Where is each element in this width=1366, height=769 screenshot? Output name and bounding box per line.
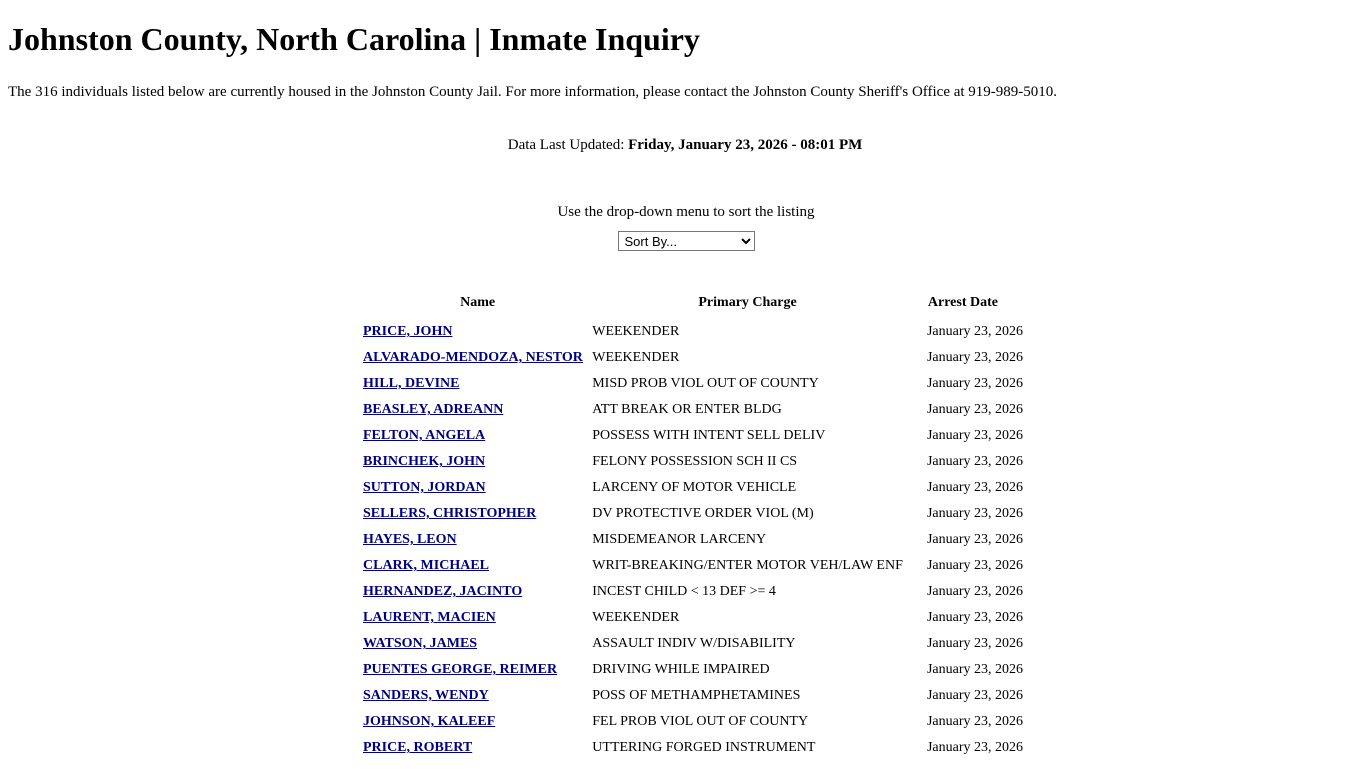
cell-inmate-name	[363, 397, 592, 423]
cell-inmate-name	[363, 475, 592, 501]
inmate-name-link[interactable]: LAURENT, MACIEN	[363, 610, 496, 626]
cell-arrest-date: January 23, 2026	[926, 740, 1023, 756]
last-updated-value: Friday, January 23, 2026 - 08:01 PM	[628, 137, 863, 154]
inmate-name-link[interactable]: PUENTES GEORGE, REIMER	[363, 662, 558, 678]
cell-arrest-date: January 23, 2026	[926, 376, 1023, 392]
cell-primary-charge: DRIVING WHILE IMPAIRED	[592, 662, 770, 678]
inmate-name-link[interactable]: WATSON, JAMES	[363, 636, 478, 652]
inmate-name-link[interactable]: HAYES, LEON	[363, 532, 457, 548]
cell-primary-charge: POSSESS WITH INTENT SELL DELIV	[592, 428, 826, 444]
table-row	[363, 449, 1023, 475]
cell-primary-charge: INCEST CHILD < 13 DEF >= 4	[592, 584, 776, 600]
last-updated-line	[8, 137, 1358, 154]
table-row	[363, 475, 1023, 501]
inmate-name-link[interactable]: BEASLEY, ADREANN	[363, 402, 504, 418]
cell-inmate-name	[363, 683, 592, 709]
cell-inmate-name	[363, 501, 592, 527]
table-row	[363, 501, 1023, 527]
last-updated-label: Data Last Updated:	[507, 137, 629, 154]
cell-arrest-date: January 23, 2026	[926, 506, 1023, 522]
cell-inmate-name	[363, 553, 592, 579]
inmate-name-link[interactable]: PRICE, ROBERT	[363, 740, 473, 756]
cell-inmate-name	[363, 371, 592, 397]
sort-select-container	[8, 231, 1358, 251]
cell-inmate-name	[363, 423, 592, 449]
cell-arrest-date: January 23, 2026	[926, 532, 1023, 548]
cell-arrest-date: January 23, 2026	[926, 610, 1023, 626]
inmate-name-link[interactable]: HILL, DEVINE	[363, 376, 460, 392]
table-row	[363, 423, 1023, 449]
inmate-name-link[interactable]: SELLERS, CHRISTOPHER	[363, 506, 537, 522]
cell-inmate-name	[363, 449, 592, 475]
cell-inmate-name	[363, 709, 592, 735]
table-head	[363, 295, 1023, 319]
cell-primary-charge: MISDEMEANOR LARCENY	[592, 532, 767, 548]
cell-inmate-name	[363, 345, 592, 371]
cell-inmate-name	[363, 657, 592, 683]
column-header-arrest-date: Arrest Date	[927, 295, 998, 311]
cell-inmate-name	[363, 527, 592, 553]
cell-inmate-name	[363, 631, 592, 657]
table-row	[363, 319, 1023, 345]
column-header-name: Name	[460, 295, 496, 311]
cell-primary-charge: ASSAULT INDIV W/DISABILITY	[592, 636, 796, 652]
inmate-name-link[interactable]: PRICE, JOHN	[363, 324, 453, 340]
inmate-name-link[interactable]: BRINCHEK, JOHN	[363, 454, 486, 470]
table-row	[363, 397, 1023, 423]
cell-arrest-date: January 23, 2026	[926, 428, 1023, 444]
inmate-name-link[interactable]: FELTON, ANGELA	[363, 428, 486, 444]
cell-inmate-name	[363, 579, 592, 605]
cell-arrest-date: January 23, 2026	[926, 480, 1023, 496]
cell-inmate-name	[363, 735, 592, 761]
table-row	[363, 605, 1023, 631]
cell-arrest-date: January 23, 2026	[926, 584, 1023, 600]
cell-primary-charge: MISD PROB VIOL OUT OF COUNTY	[592, 376, 819, 392]
inmate-name-link[interactable]: SANDERS, WENDY	[363, 688, 489, 704]
cell-arrest-date: January 23, 2026	[926, 714, 1023, 730]
cell-arrest-date: January 23, 2026	[926, 662, 1023, 678]
table-row	[363, 683, 1023, 709]
cell-primary-charge: WEEKENDER	[592, 324, 680, 340]
table-row	[363, 553, 1023, 579]
intro-paragraph: The 316 individuals listed below are currently housed in the Johnston County Jail. For more information, please contact the Johnston County Sheriff's Office at 919-989-5010.	[8, 84, 1058, 101]
table-row	[363, 579, 1023, 605]
cell-primary-charge: DV PROTECTIVE ORDER VIOL (M)	[592, 506, 814, 522]
table-body	[363, 319, 1023, 761]
cell-primary-charge: FELONY POSSESSION SCH II CS	[592, 454, 798, 470]
cell-primary-charge: POSS OF METHAMPHETAMINES	[592, 688, 801, 704]
inmate-name-link[interactable]: ALVARADO-MENDOZA, NESTOR	[363, 350, 583, 366]
table-row	[363, 631, 1023, 657]
cell-arrest-date: January 23, 2026	[926, 402, 1023, 418]
cell-inmate-name	[363, 319, 592, 345]
sort-by-select[interactable]	[618, 231, 755, 251]
table-header-row	[363, 295, 1023, 319]
cell-primary-charge: ATT BREAK OR ENTER BLDG	[592, 402, 782, 418]
table-row	[363, 345, 1023, 371]
cell-arrest-date: January 23, 2026	[926, 350, 1023, 366]
cell-arrest-date: January 23, 2026	[926, 454, 1023, 470]
inmate-name-link[interactable]: JOHNSON, KALEEF	[363, 714, 496, 730]
cell-primary-charge: WEEKENDER	[592, 610, 680, 626]
cell-primary-charge: UTTERING FORGED INSTRUMENT	[592, 740, 816, 756]
column-header-primary-charge: Primary Charge	[698, 295, 797, 311]
cell-primary-charge: LARCENY OF MOTOR VEHICLE	[592, 480, 797, 496]
cell-primary-charge: WEEKENDER	[592, 350, 680, 366]
table-row	[363, 527, 1023, 553]
cell-inmate-name	[363, 605, 592, 631]
sort-instruction: Use the drop-down menu to sort the listing	[557, 204, 815, 221]
inmate-name-link[interactable]: HERNANDEZ, JACINTO	[363, 584, 523, 600]
cell-arrest-date: January 23, 2026	[926, 636, 1023, 652]
cell-primary-charge: FEL PROB VIOL OUT OF COUNTY	[592, 714, 809, 730]
table-row	[363, 735, 1023, 761]
inmate-name-link[interactable]: CLARK, MICHAEL	[363, 558, 490, 574]
table-row	[363, 709, 1023, 735]
cell-arrest-date: January 23, 2026	[926, 558, 1023, 574]
table-row	[363, 657, 1023, 683]
cell-arrest-date: January 23, 2026	[926, 324, 1023, 340]
page-title: Johnston County, North Carolina | Inmate Inquiry	[8, 21, 700, 57]
inmate-name-link[interactable]: SUTTON, JORDAN	[363, 480, 486, 496]
cell-arrest-date: January 23, 2026	[926, 688, 1023, 704]
table-row	[363, 371, 1023, 397]
cell-primary-charge: WRIT-BREAKING/ENTER MOTOR VEH/LAW ENF	[592, 558, 903, 574]
inmate-table	[363, 295, 1023, 761]
